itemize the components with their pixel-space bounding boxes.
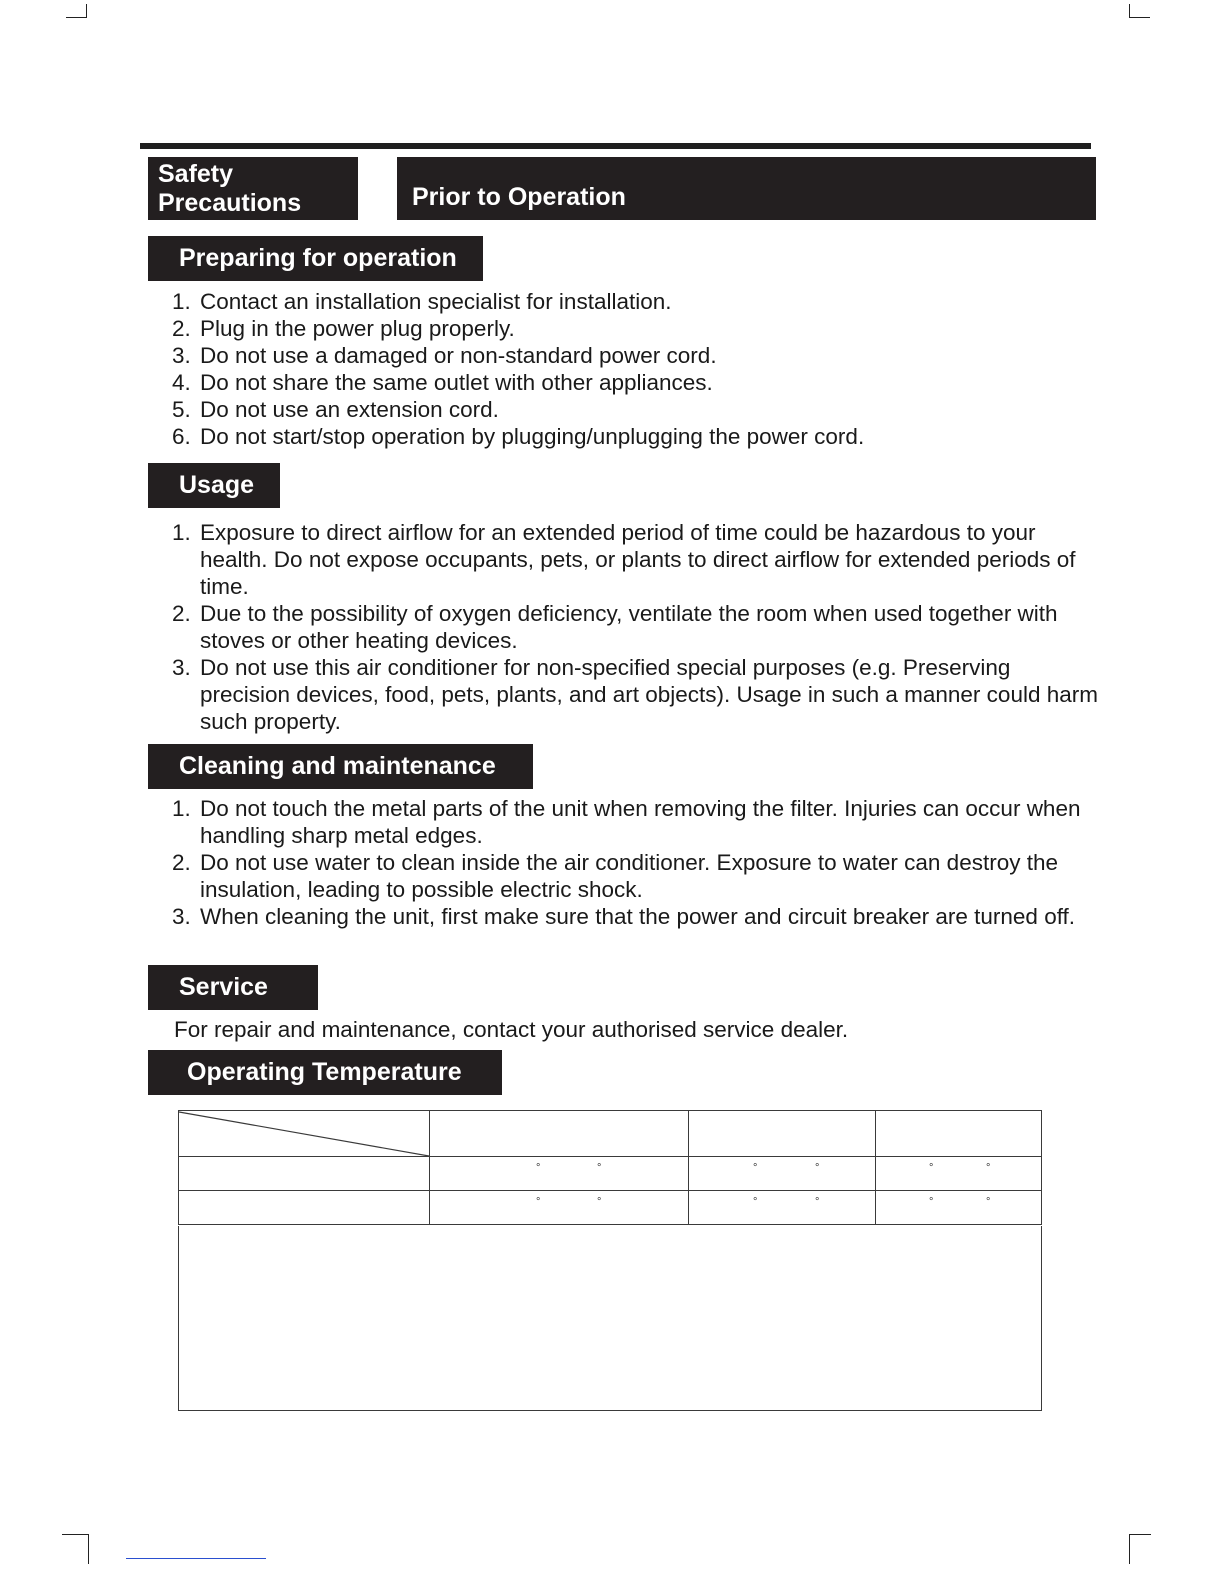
section-title-usage: Usage (148, 463, 280, 508)
degree-mark: ° (597, 1162, 602, 1174)
degree-mark: ° (815, 1196, 820, 1208)
item-text: Plug in the power plug properly. (200, 316, 515, 341)
table-cell (179, 1157, 430, 1191)
item-text: Do not use a damaged or non-standard power cord. (200, 343, 717, 368)
degree-mark: ° (929, 1196, 934, 1208)
item-number: 2. (172, 316, 191, 341)
table-row (179, 1157, 1042, 1191)
item-number: 1. (172, 520, 191, 545)
item-number: 1. (172, 289, 191, 314)
header-left-line1: Safety (158, 160, 234, 188)
degree-mark: ° (753, 1162, 758, 1174)
usage-list (172, 519, 1102, 735)
list-item (172, 342, 864, 369)
header-prior-to-operation (397, 157, 1096, 220)
item-text: Exposure to direct airflow for an extended period of time could be hazardous to your health. Do not expose occupants, pets, or plants to direct airflow for extended periods of time. (200, 520, 1076, 599)
list-item (172, 654, 1102, 735)
list-item (172, 519, 1102, 600)
item-text: Contact an installation specialist for installation. (200, 289, 672, 314)
cleaning-list (172, 795, 1102, 930)
list-item (172, 396, 864, 423)
table-cell (876, 1191, 1042, 1225)
list-item (172, 423, 864, 450)
footer-link-underline (126, 1558, 266, 1559)
table-cell (689, 1191, 876, 1225)
table-cell (876, 1157, 1042, 1191)
table-row (179, 1191, 1042, 1225)
item-number: 6. (172, 424, 191, 449)
temperature-notes-box (178, 1226, 1042, 1411)
table-cell (430, 1157, 689, 1191)
section-title-service: Service (148, 965, 318, 1010)
table-header-cell (689, 1111, 876, 1157)
table-row (179, 1111, 1042, 1157)
item-number: 2. (172, 601, 191, 626)
table-header-cell (876, 1111, 1042, 1157)
table-corner-cell (179, 1111, 430, 1157)
table-cell (689, 1157, 876, 1191)
section-title-cleaning: Cleaning and maintenance (148, 744, 533, 789)
list-item (172, 369, 864, 396)
degree-mark: ° (753, 1196, 758, 1208)
item-number: 1. (172, 796, 191, 821)
list-item (172, 600, 1102, 654)
section-title-operating-temperature: Operating Temperature (148, 1050, 502, 1095)
list-item (172, 849, 1102, 903)
table-cell (430, 1191, 689, 1225)
preparing-list (172, 288, 864, 450)
degree-mark: ° (536, 1162, 541, 1174)
section-title-preparing: Preparing for operation (148, 236, 483, 281)
item-number: 3. (172, 655, 191, 680)
item-number: 2. (172, 850, 191, 875)
item-text: Do not use water to clean inside the air conditioner. Exposure to water can destroy the insulation, leading to possible electric shock. (200, 850, 1058, 902)
item-text: When cleaning the unit, first make sure that the power and circuit breaker are turned off. (200, 904, 1076, 929)
service-text: For repair and maintenance, contact your authorised service dealer. (174, 1017, 849, 1042)
table-cell (179, 1191, 430, 1225)
table-header-cell (430, 1111, 689, 1157)
item-number: 5. (172, 397, 191, 422)
item-number: 4. (172, 370, 191, 395)
item-text: Do not use this air conditioner for non-specified special purposes (e.g. Preserving precision devices, food, pets, plants, and art objects). Usage in such a manner could harm such property. (200, 655, 1098, 734)
degree-mark: ° (815, 1162, 820, 1174)
degree-mark: ° (597, 1196, 602, 1208)
item-text: Do not touch the metal parts of the unit when removing the filter. Injuries can occur when handling sharp metal edges. (200, 796, 1081, 848)
operating-temperature-table (178, 1110, 1042, 1225)
item-text: Do not share the same outlet with other appliances. (200, 370, 713, 395)
list-item (172, 795, 1102, 849)
header-right-label: Prior to Operation (412, 183, 626, 211)
item-number: 3. (172, 904, 191, 929)
item-text: Due to the possibility of oxygen deficiency, ventilate the room when used together with stoves or other heating devices. (200, 601, 1058, 653)
diagonal-divider (179, 1111, 429, 1157)
degree-mark: ° (986, 1196, 991, 1208)
header-left-line2: Precautions (158, 189, 302, 217)
degree-mark: ° (536, 1196, 541, 1208)
top-rule (140, 143, 1091, 149)
list-item (172, 903, 1102, 930)
degree-mark: ° (929, 1162, 934, 1174)
item-text: Do not start/stop operation by plugging/unplugging the power cord. (200, 424, 865, 449)
list-item (172, 315, 864, 342)
degree-mark: ° (986, 1162, 991, 1174)
item-number: 3. (172, 343, 191, 368)
list-item (172, 288, 864, 315)
header-safety-precautions (148, 157, 358, 220)
item-text: Do not use an extension cord. (200, 397, 499, 422)
